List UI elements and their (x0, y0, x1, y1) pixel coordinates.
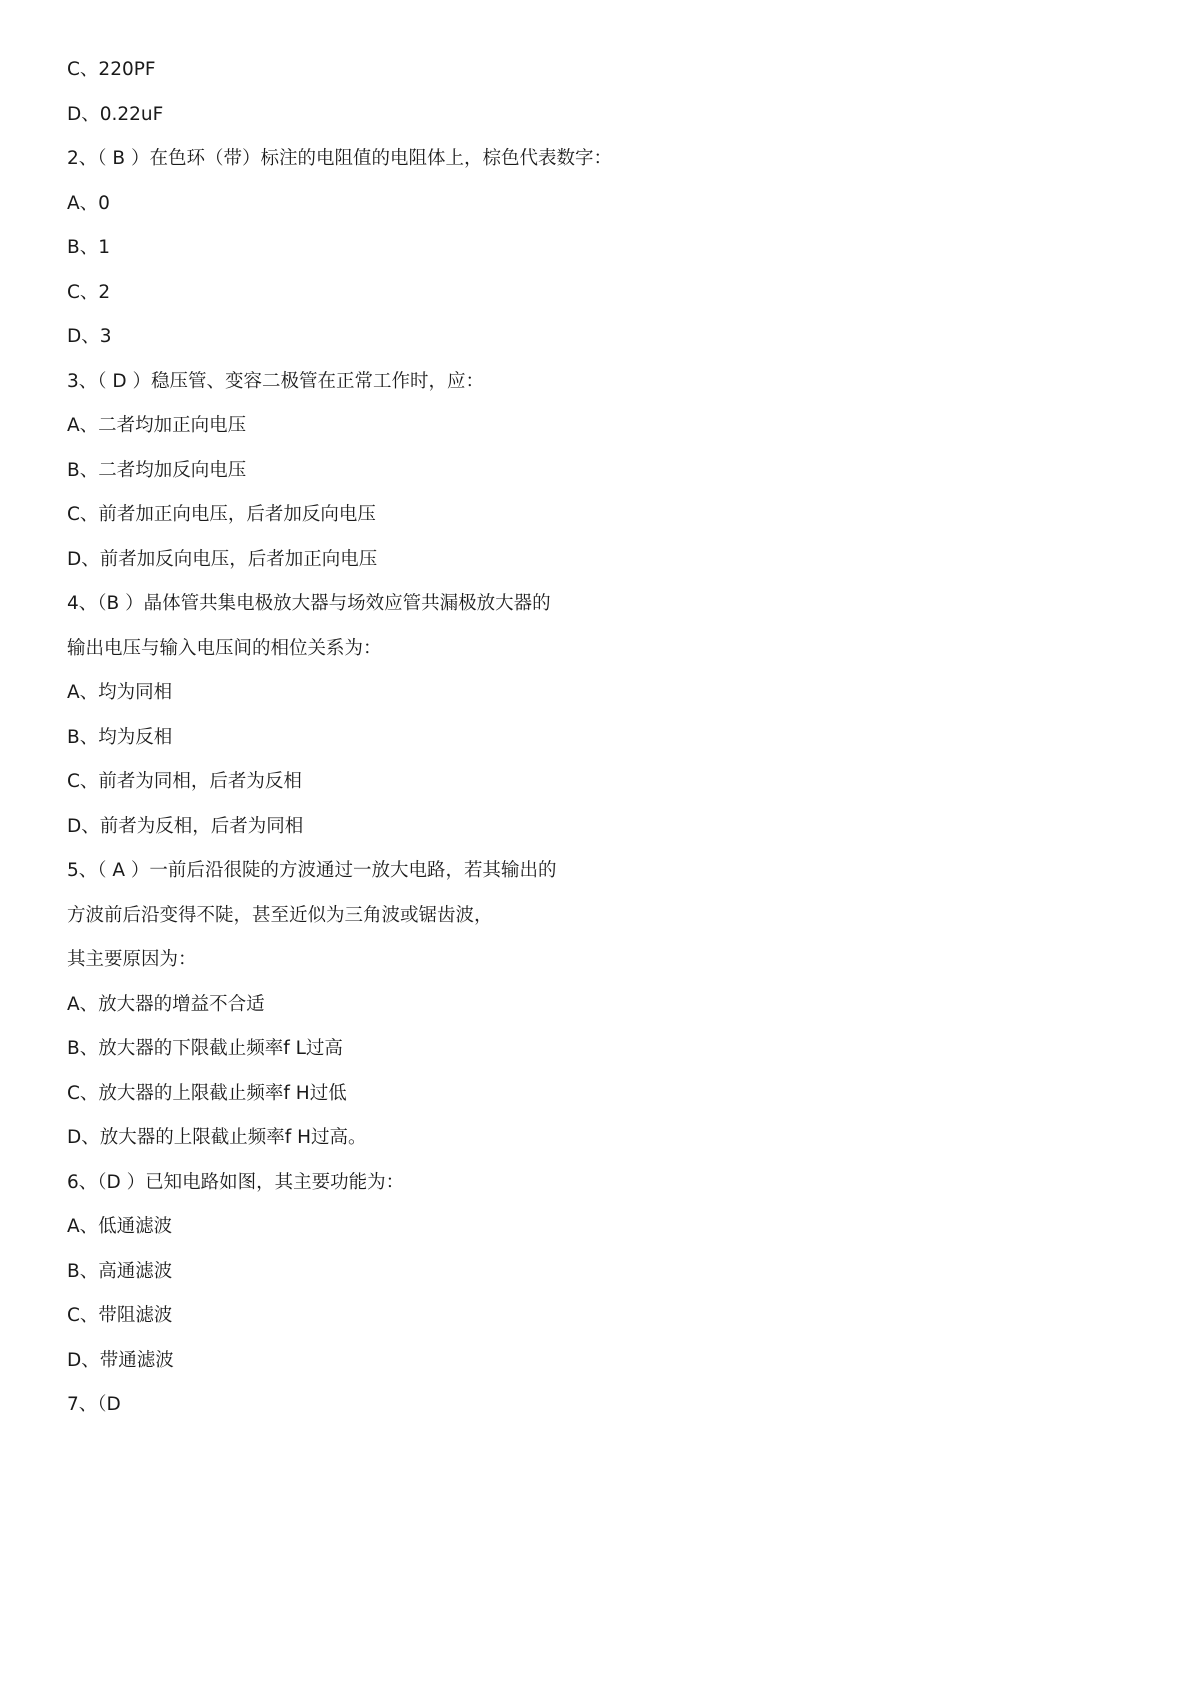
option-d-q4: D、前者为反相，后者为同相 (67, 815, 304, 837)
option-a-q3: A、二者均加正向电压 (67, 415, 247, 436)
question-6: 6、（D ）已知电路如图，其主要功能为： (67, 1171, 405, 1193)
option-c-q5: C、放大器的上限截止频率f H过低 (67, 1082, 347, 1104)
option-c-q3: C、前者加正向电压，后者加反向电压 (67, 504, 376, 525)
option-c-q2: C、2 (67, 281, 111, 303)
question-5: 5、（ A ）一前后沿很陡的方波通过一放大电路，若其输出的 (67, 860, 557, 881)
option-b-q4: B、均为反相 (67, 726, 173, 748)
option-b-q3: B、二者均加反向电压 (67, 459, 247, 481)
option-a-q4: A、均为同相 (67, 682, 173, 703)
option-b-q2: B、1 (67, 237, 110, 258)
option-d-q3: D、前者加反向电压，后者加正向电压 (67, 548, 378, 570)
option-d-q6: D、带通滤波 (67, 1349, 174, 1371)
option-b-q5: B、放大器的下限截止频率f L过高 (67, 1038, 343, 1059)
option-d-q5: D、放大器的上限截止频率f H过高。 (67, 1127, 367, 1148)
question-5-cont-2: 其主要原因为： (67, 949, 197, 970)
option-a-q6: A、低通滤波 (67, 1216, 173, 1237)
option-c-q6: C、带阻滤波 (67, 1305, 173, 1326)
question-7: 7、（D (67, 1394, 121, 1415)
option-c-q4: C、前者为同相，后者为反相 (67, 771, 302, 792)
question-4: 4、（B ）晶体管共集电极放大器与场效应管共漏极放大器的 (67, 593, 551, 614)
option-d-q1: D、0.22uF (67, 103, 164, 125)
option-a-q2: A、0 (67, 192, 110, 214)
question-2: 2、（ B ）在色环（带）标注的电阻值的电阻体上，棕色代表数字： (67, 148, 612, 169)
question-3: 3、（ D ）稳压管、变容二极管在正常工作时，应： (67, 370, 485, 392)
option-d-q2: D、3 (67, 326, 112, 347)
question-4-cont: 输出电压与输入电压间的相位关系为： (67, 637, 382, 659)
option-a-q5: A、放大器的增益不合适 (67, 993, 265, 1015)
document-page (67, 52, 1127, 1432)
option-c-q1: C、220PF (67, 59, 156, 80)
question-5-cont-1: 方波前后沿变得不陡，甚至近似为三角波或锯齿波， (67, 904, 493, 926)
option-b-q6: B、高通滤波 (67, 1260, 173, 1282)
